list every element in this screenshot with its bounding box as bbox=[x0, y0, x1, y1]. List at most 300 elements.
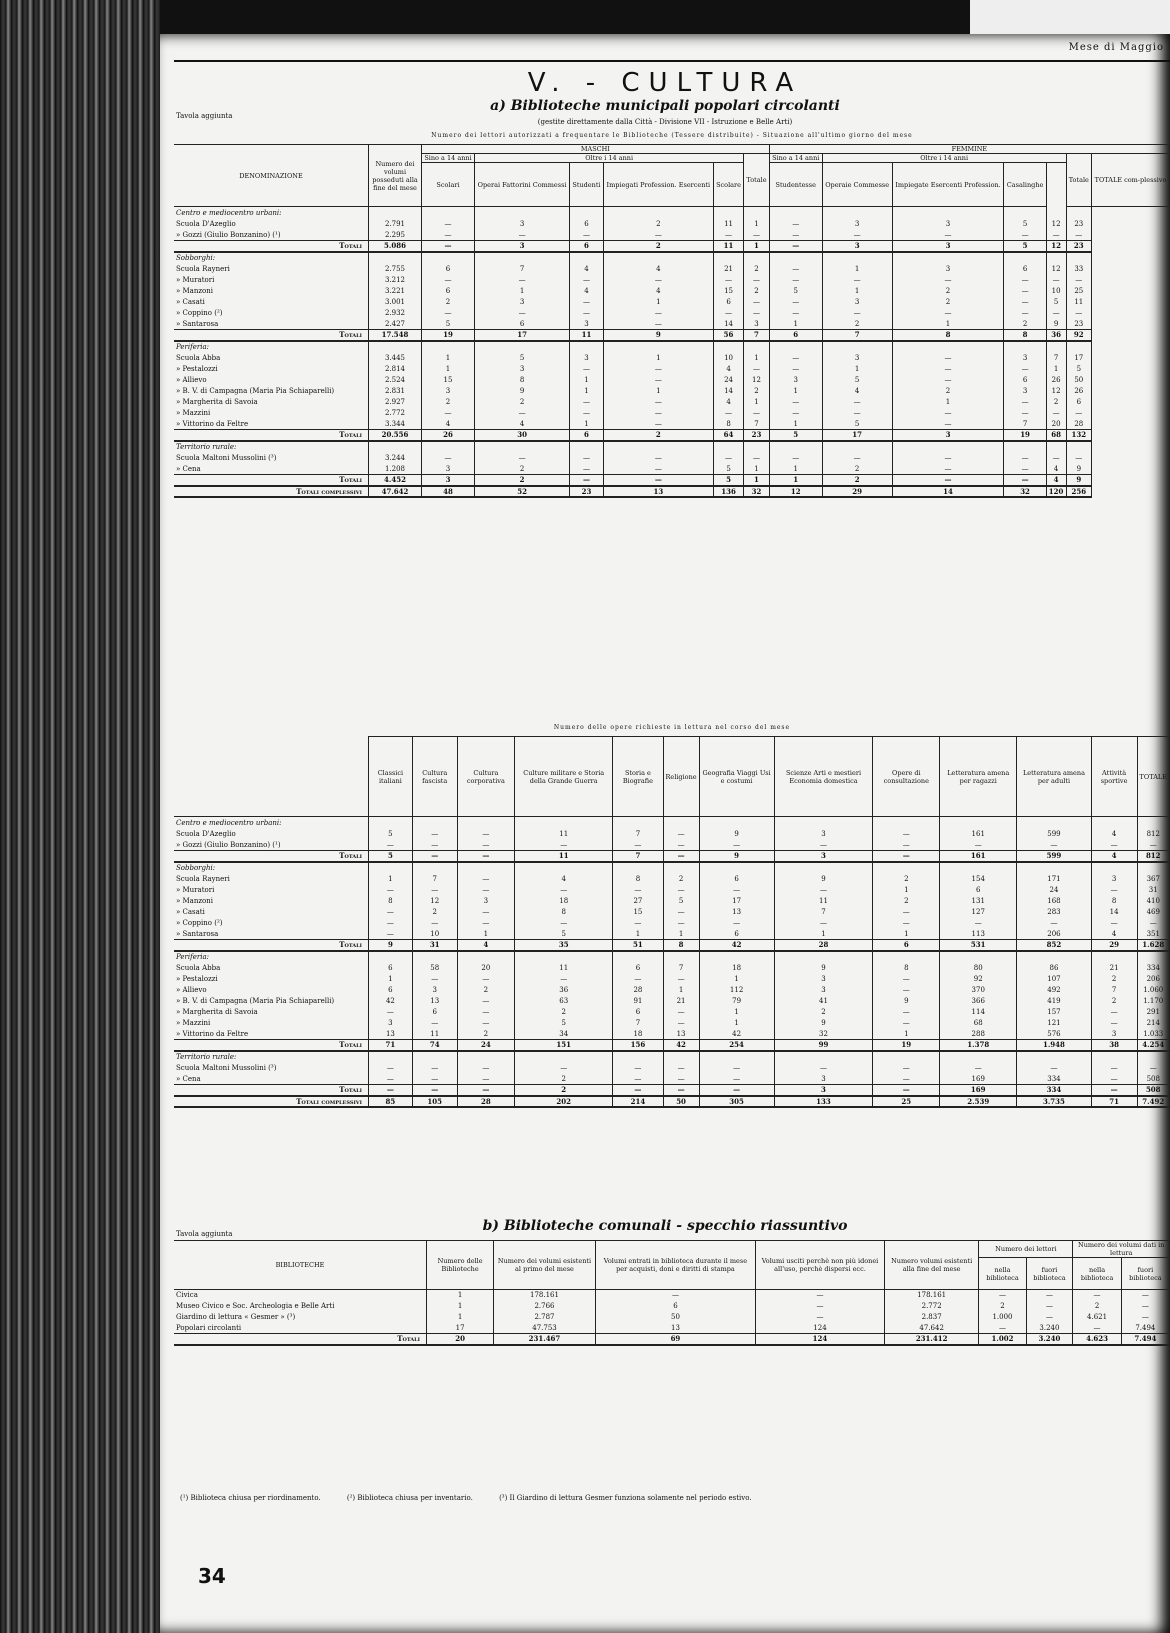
cell-value: 2 bbox=[1091, 996, 1137, 1007]
cell-value: 4 bbox=[422, 419, 475, 430]
cell-value: 42 bbox=[699, 1029, 774, 1040]
cell-value: 7 bbox=[613, 829, 663, 840]
cell-value: 6 bbox=[1066, 397, 1092, 408]
cell-value bbox=[663, 817, 699, 829]
cell-value: — bbox=[892, 464, 1004, 475]
cell-value: — bbox=[613, 918, 663, 929]
cell-value: — bbox=[1091, 918, 1137, 929]
cell-value: 127 bbox=[940, 907, 1017, 918]
cell-value: 1.002 bbox=[979, 1334, 1026, 1345]
cell-value: 19 bbox=[1004, 430, 1046, 441]
cell-value: 47.642 bbox=[369, 486, 422, 497]
cell-value: 370 bbox=[940, 985, 1017, 996]
cell-value: 1 bbox=[744, 464, 770, 475]
cell-value: — bbox=[422, 219, 475, 230]
cell-value: 51 bbox=[613, 940, 663, 951]
cell-value: — bbox=[744, 364, 770, 375]
col-operaie: Operaie Commesse bbox=[822, 163, 892, 207]
cell-value: 334 bbox=[1017, 1085, 1091, 1096]
cell-value: — bbox=[570, 297, 604, 308]
cell-value: 5 bbox=[663, 896, 699, 907]
table-row bbox=[174, 286, 1170, 297]
cell-value: 1 bbox=[427, 1290, 494, 1301]
cell-value: — bbox=[412, 1085, 457, 1096]
cell-value: — bbox=[769, 397, 822, 408]
cell-value bbox=[515, 817, 613, 829]
cell-value: 3 bbox=[774, 829, 873, 840]
cell-value bbox=[603, 341, 713, 353]
cell-value: — bbox=[769, 453, 822, 464]
cell-value: 8 bbox=[713, 419, 743, 430]
cell-value: 2.932 bbox=[369, 308, 422, 319]
cell-value: — bbox=[663, 851, 699, 862]
cell-value: 1 bbox=[613, 929, 663, 940]
row-label: Centro e mediocentro urbani: bbox=[174, 817, 369, 829]
table-row bbox=[174, 319, 1170, 330]
row-label: » Santarosa bbox=[174, 319, 369, 330]
row-label: » Allievo bbox=[174, 375, 369, 386]
cell-value: — bbox=[1091, 885, 1137, 896]
cell-value bbox=[1017, 1051, 1091, 1063]
cell-value: — bbox=[475, 453, 570, 464]
cell-value: — bbox=[595, 1290, 755, 1301]
cell-value: — bbox=[979, 1290, 1026, 1301]
table-row bbox=[174, 1312, 1170, 1323]
cell-value bbox=[663, 951, 699, 963]
cell-value: — bbox=[457, 840, 515, 851]
cell-value: — bbox=[822, 308, 892, 319]
cell-value: 2 bbox=[475, 475, 570, 486]
cell-value: 9 bbox=[603, 330, 713, 341]
cell-value bbox=[570, 207, 604, 219]
cell-value: — bbox=[873, 974, 940, 985]
cell-value: — bbox=[699, 918, 774, 929]
col-lettura-fuori: fuori biblioteca bbox=[1121, 1258, 1169, 1290]
cell-value: 2 bbox=[603, 430, 713, 441]
cell-value: 1 bbox=[744, 241, 770, 252]
scan-corner bbox=[970, 0, 1170, 34]
cell-value bbox=[1066, 207, 1092, 219]
cell-value: 2 bbox=[892, 286, 1004, 297]
cell-value: 2 bbox=[1046, 397, 1066, 408]
table-row bbox=[174, 386, 1170, 397]
cell-value: — bbox=[699, 1085, 774, 1096]
cell-value bbox=[475, 441, 570, 453]
row-label: » Casati bbox=[174, 907, 369, 918]
cell-value: 14 bbox=[1091, 907, 1137, 918]
works-col-head: Attività sportive bbox=[1091, 737, 1137, 817]
cell-value bbox=[822, 441, 892, 453]
cell-value: 50 bbox=[595, 1312, 755, 1323]
cell-value: — bbox=[1004, 397, 1046, 408]
cell-value bbox=[1137, 1051, 1170, 1063]
cell-value: — bbox=[1026, 1290, 1073, 1301]
cell-value bbox=[1046, 252, 1066, 264]
cell-value bbox=[744, 441, 770, 453]
cell-value: — bbox=[1046, 453, 1066, 464]
cell-value: 3 bbox=[822, 353, 892, 364]
cell-value: — bbox=[873, 840, 940, 851]
cell-value: 92 bbox=[1066, 330, 1092, 341]
table-row bbox=[174, 874, 1170, 885]
cell-value: 1 bbox=[744, 475, 770, 486]
footnote-1: (¹) Biblioteca chiusa per riordinamento. bbox=[180, 1494, 321, 1502]
cell-value: 1 bbox=[603, 386, 713, 397]
cell-value bbox=[744, 252, 770, 264]
cell-value: — bbox=[663, 1063, 699, 1074]
section-row bbox=[174, 1051, 1170, 1063]
cell-value: 1 bbox=[570, 386, 604, 397]
cell-value bbox=[1004, 207, 1046, 219]
cell-value: 202 bbox=[515, 1096, 613, 1107]
cell-value: — bbox=[603, 453, 713, 464]
cell-value: 50 bbox=[1066, 375, 1092, 386]
cell-value: 6 bbox=[613, 1007, 663, 1018]
cell-value: 1.060 bbox=[1137, 985, 1170, 996]
cell-value bbox=[663, 1051, 699, 1063]
cell-value: — bbox=[774, 885, 873, 896]
cell-value: 3 bbox=[570, 353, 604, 364]
cell-value: 1 bbox=[603, 297, 713, 308]
works-body bbox=[174, 817, 1170, 1107]
cell-value: — bbox=[1137, 918, 1170, 929]
cell-value: 3 bbox=[822, 219, 892, 230]
cell-value: — bbox=[457, 829, 515, 840]
cell-value: 12 bbox=[1046, 241, 1066, 252]
cell-value: 6 bbox=[873, 940, 940, 951]
cell-value: — bbox=[1004, 297, 1046, 308]
cell-value: 136 bbox=[713, 486, 743, 497]
cell-value: — bbox=[663, 1007, 699, 1018]
cell-value bbox=[774, 817, 873, 829]
cell-value: 63 bbox=[515, 996, 613, 1007]
cell-value: 17.548 bbox=[369, 330, 422, 341]
cell-value: 3.001 bbox=[369, 297, 422, 308]
cell-value: 114 bbox=[940, 1007, 1017, 1018]
cell-value: — bbox=[940, 1063, 1017, 1074]
cell-value: 14 bbox=[713, 319, 743, 330]
cell-value: 1 bbox=[774, 929, 873, 940]
col-impiegati: Impiegati Profession. Esercenti bbox=[603, 163, 713, 207]
cell-value: — bbox=[822, 230, 892, 241]
cell-value: — bbox=[1137, 840, 1170, 851]
cell-value: 12 bbox=[1046, 264, 1066, 275]
row-label: » Pestalozzi bbox=[174, 364, 369, 375]
cell-value bbox=[422, 207, 475, 219]
cell-value bbox=[570, 252, 604, 264]
table-row bbox=[174, 1063, 1170, 1074]
cell-value: — bbox=[1121, 1312, 1169, 1323]
cell-value: 31 bbox=[412, 940, 457, 951]
table-row bbox=[174, 974, 1170, 985]
cell-value: 3.344 bbox=[369, 419, 422, 430]
cell-value: 1.000 bbox=[979, 1312, 1026, 1323]
cell-value: 58 bbox=[412, 963, 457, 974]
row-label: » Margherita di Savoia bbox=[174, 1007, 369, 1018]
works-col-head: Religione bbox=[663, 737, 699, 817]
cell-value: 576 bbox=[1017, 1029, 1091, 1040]
cell-value: 2.772 bbox=[884, 1301, 979, 1312]
cell-value: 1 bbox=[769, 319, 822, 330]
cell-value: 2 bbox=[515, 1085, 613, 1096]
cell-value: 105 bbox=[412, 1096, 457, 1107]
cell-value: — bbox=[1004, 475, 1046, 486]
cell-value: 2 bbox=[744, 286, 770, 297]
cell-value: 5 bbox=[515, 929, 613, 940]
row-label: Scuola D'Azeglio bbox=[174, 829, 369, 840]
cell-value: 8 bbox=[369, 896, 413, 907]
cell-value: — bbox=[475, 408, 570, 419]
cell-value: 36 bbox=[1046, 330, 1066, 341]
cell-value bbox=[369, 1051, 413, 1063]
cell-value: 492 bbox=[1017, 985, 1091, 996]
cell-value: — bbox=[663, 829, 699, 840]
cell-value: 5 bbox=[713, 464, 743, 475]
cell-value: 85 bbox=[369, 1096, 413, 1107]
cell-value: 178.161 bbox=[494, 1290, 596, 1301]
cell-value: 1 bbox=[570, 375, 604, 386]
cell-value: 10 bbox=[713, 353, 743, 364]
cell-value: 1 bbox=[822, 264, 892, 275]
cell-value: 20 bbox=[457, 963, 515, 974]
cell-value: — bbox=[756, 1301, 885, 1312]
cell-value: — bbox=[713, 275, 743, 286]
cell-value: 508 bbox=[1137, 1074, 1170, 1085]
cell-value bbox=[873, 817, 940, 829]
cell-value: — bbox=[1073, 1290, 1121, 1301]
cell-value: — bbox=[457, 1063, 515, 1074]
cell-value: 69 bbox=[595, 1334, 755, 1345]
cell-value: — bbox=[369, 1063, 413, 1074]
cell-value: 2 bbox=[892, 386, 1004, 397]
cell-value: 26 bbox=[1046, 375, 1066, 386]
col-studentesse: Studentesse bbox=[769, 163, 822, 207]
cell-value: — bbox=[769, 241, 822, 252]
col-casalinghe: Casalinghe bbox=[1004, 163, 1046, 207]
top-rule bbox=[174, 60, 1170, 62]
cell-value: 3 bbox=[570, 319, 604, 330]
cell-value: 56 bbox=[713, 330, 743, 341]
row-label: Centro e mediocentro urbani: bbox=[174, 207, 369, 219]
cell-value: 112 bbox=[699, 985, 774, 996]
cell-value: — bbox=[422, 241, 475, 252]
cell-value: 9 bbox=[1046, 319, 1066, 330]
cell-value: 2 bbox=[422, 297, 475, 308]
cell-value: 2 bbox=[822, 475, 892, 486]
cell-value: 419 bbox=[1017, 996, 1091, 1007]
cell-value: — bbox=[412, 885, 457, 896]
row-label: » Santarosa bbox=[174, 929, 369, 940]
cell-value: 42 bbox=[369, 996, 413, 1007]
cell-value: — bbox=[744, 453, 770, 464]
table-row bbox=[174, 308, 1170, 319]
cell-value bbox=[603, 207, 713, 219]
cell-value: — bbox=[663, 1074, 699, 1085]
footnote-2: (²) Biblioteca chiusa per inventario. bbox=[346, 1494, 473, 1502]
cell-value bbox=[892, 441, 1004, 453]
cell-value: 9 bbox=[774, 1018, 873, 1029]
cell-value: 7 bbox=[822, 330, 892, 341]
row-label: » Gozzi (Giulio Bonzanino) (¹) bbox=[174, 230, 369, 241]
cell-value: — bbox=[713, 408, 743, 419]
col-vol-entrati: Volumi entrati in biblioteca durante il mese per acquisti, doni e diritti di stampa bbox=[595, 1241, 755, 1290]
cell-value: 1 bbox=[699, 1018, 774, 1029]
cell-value: — bbox=[1066, 453, 1092, 464]
cell-value: 6 bbox=[699, 929, 774, 940]
cell-value: 6 bbox=[422, 286, 475, 297]
col-lettori: Numero dei lettori bbox=[979, 1241, 1073, 1258]
cell-value: 2.787 bbox=[494, 1312, 596, 1323]
cell-value: — bbox=[613, 885, 663, 896]
cell-value bbox=[457, 862, 515, 874]
cell-value: 2 bbox=[774, 1007, 873, 1018]
works-table bbox=[174, 736, 1170, 1108]
cell-value: — bbox=[412, 1074, 457, 1085]
cell-value: — bbox=[892, 453, 1004, 464]
cell-value: — bbox=[1066, 308, 1092, 319]
col-m-sino14: Sino a 14 anni bbox=[422, 154, 475, 163]
cell-value: — bbox=[822, 453, 892, 464]
total-row bbox=[174, 1040, 1170, 1051]
cell-value: — bbox=[873, 1074, 940, 1085]
cell-value: — bbox=[774, 1063, 873, 1074]
cell-value: 4.623 bbox=[1073, 1334, 1121, 1345]
cell-value bbox=[603, 252, 713, 264]
table-row bbox=[174, 397, 1170, 408]
cell-value bbox=[1017, 951, 1091, 963]
cell-value: 5 bbox=[1046, 297, 1066, 308]
cell-value: 5 bbox=[369, 851, 413, 862]
row-label: Giardino di lettura « Gesmer » (³) bbox=[174, 1312, 427, 1323]
cell-value bbox=[1017, 862, 1091, 874]
libraries-body bbox=[174, 1290, 1170, 1345]
cell-value: — bbox=[1066, 408, 1092, 419]
total-row bbox=[174, 430, 1170, 441]
cell-value bbox=[822, 252, 892, 264]
cell-value bbox=[422, 252, 475, 264]
row-label: Scuola D'Azeglio bbox=[174, 219, 369, 230]
cell-value: — bbox=[457, 1074, 515, 1085]
cell-value: 3 bbox=[475, 241, 570, 252]
works-col-head: Geografia Viaggi Usi e costumi bbox=[699, 737, 774, 817]
cell-value bbox=[774, 951, 873, 963]
cell-value: 1.948 bbox=[1017, 1040, 1091, 1051]
table-row bbox=[174, 1301, 1170, 1312]
cell-value: — bbox=[613, 1074, 663, 1085]
cell-value: 25 bbox=[1066, 286, 1092, 297]
document-page bbox=[160, 34, 1170, 1633]
cell-value: 7 bbox=[613, 1018, 663, 1029]
cell-value: 3 bbox=[769, 375, 822, 386]
cell-value: 68 bbox=[1046, 430, 1066, 441]
cell-value: 2 bbox=[412, 907, 457, 918]
cell-value: — bbox=[873, 829, 940, 840]
row-label: Totali bbox=[174, 851, 369, 862]
cell-value: 169 bbox=[940, 1074, 1017, 1085]
cell-value: — bbox=[613, 1063, 663, 1074]
book-edge bbox=[0, 0, 180, 1633]
row-label: Scuola Maltoni Mussolini (³) bbox=[174, 453, 369, 464]
cell-value: — bbox=[892, 364, 1004, 375]
cell-value: — bbox=[1073, 1323, 1121, 1334]
total-row bbox=[174, 1096, 1170, 1107]
cell-value: 1 bbox=[422, 353, 475, 364]
cell-value: 92 bbox=[940, 974, 1017, 985]
row-label: » Cena bbox=[174, 464, 369, 475]
cell-value: — bbox=[457, 874, 515, 885]
cell-value bbox=[940, 951, 1017, 963]
cell-value: 68 bbox=[940, 1018, 1017, 1029]
cell-value: 47.753 bbox=[494, 1323, 596, 1334]
cell-value: 3 bbox=[774, 1074, 873, 1085]
cell-value: — bbox=[940, 840, 1017, 851]
cell-value: — bbox=[369, 1085, 413, 1096]
cell-value: — bbox=[515, 918, 613, 929]
table-row bbox=[174, 1074, 1170, 1085]
cell-value: 11 bbox=[713, 241, 743, 252]
table-row bbox=[174, 353, 1170, 364]
cell-value: 4 bbox=[570, 264, 604, 275]
cell-value: 13 bbox=[369, 1029, 413, 1040]
cell-value: 11 bbox=[1066, 297, 1092, 308]
cell-value bbox=[613, 817, 663, 829]
row-label: » Allievo bbox=[174, 985, 369, 996]
cell-value: — bbox=[1121, 1301, 1169, 1312]
cell-value: 3 bbox=[774, 985, 873, 996]
cell-value: — bbox=[457, 1085, 515, 1096]
row-label: Sobborghi: bbox=[174, 862, 369, 874]
cell-value: 7.492 bbox=[1137, 1096, 1170, 1107]
cell-value: — bbox=[769, 364, 822, 375]
cell-value: 4.254 bbox=[1137, 1040, 1170, 1051]
cell-value: 2 bbox=[475, 397, 570, 408]
cell-value: 7 bbox=[1004, 419, 1046, 430]
cell-value: 6 bbox=[369, 985, 413, 996]
cell-value: 3 bbox=[1091, 874, 1137, 885]
cell-value: 599 bbox=[1017, 829, 1091, 840]
cell-value bbox=[1137, 862, 1170, 874]
row-label: Totali bbox=[174, 940, 369, 951]
table-row bbox=[174, 829, 1170, 840]
col-vol-lettura: Numero dei volumi dati in lettura bbox=[1073, 1241, 1170, 1258]
cell-value: 2 bbox=[873, 896, 940, 907]
page-title: V. - CULTURA bbox=[527, 68, 803, 98]
cell-value: 1 bbox=[603, 353, 713, 364]
cell-value: 6 bbox=[412, 1007, 457, 1018]
cell-value: 1 bbox=[422, 364, 475, 375]
table-row bbox=[174, 275, 1170, 286]
cell-value: — bbox=[603, 464, 713, 475]
row-label: Territorio rurale: bbox=[174, 1051, 369, 1063]
cell-value bbox=[892, 252, 1004, 264]
cell-value: — bbox=[603, 419, 713, 430]
cell-value bbox=[774, 1051, 873, 1063]
cell-value: — bbox=[756, 1290, 885, 1301]
cell-value: — bbox=[873, 1018, 940, 1029]
col-impiegate: Impiegate Esercenti Profession. bbox=[892, 163, 1004, 207]
cell-value: 17 bbox=[427, 1323, 494, 1334]
row-label: Museo Civico e Soc. Archeologia e Belle Arti bbox=[174, 1301, 427, 1312]
total-row bbox=[174, 1334, 1170, 1345]
col-femmine: FEMMINE bbox=[769, 145, 1169, 154]
cell-value: — bbox=[663, 1085, 699, 1096]
cell-value: 10 bbox=[1046, 286, 1066, 297]
cell-value: — bbox=[940, 918, 1017, 929]
cell-value: 1.208 bbox=[369, 464, 422, 475]
cell-value: 3 bbox=[422, 386, 475, 397]
cell-value: 1 bbox=[873, 929, 940, 940]
cell-value: 18 bbox=[699, 963, 774, 974]
